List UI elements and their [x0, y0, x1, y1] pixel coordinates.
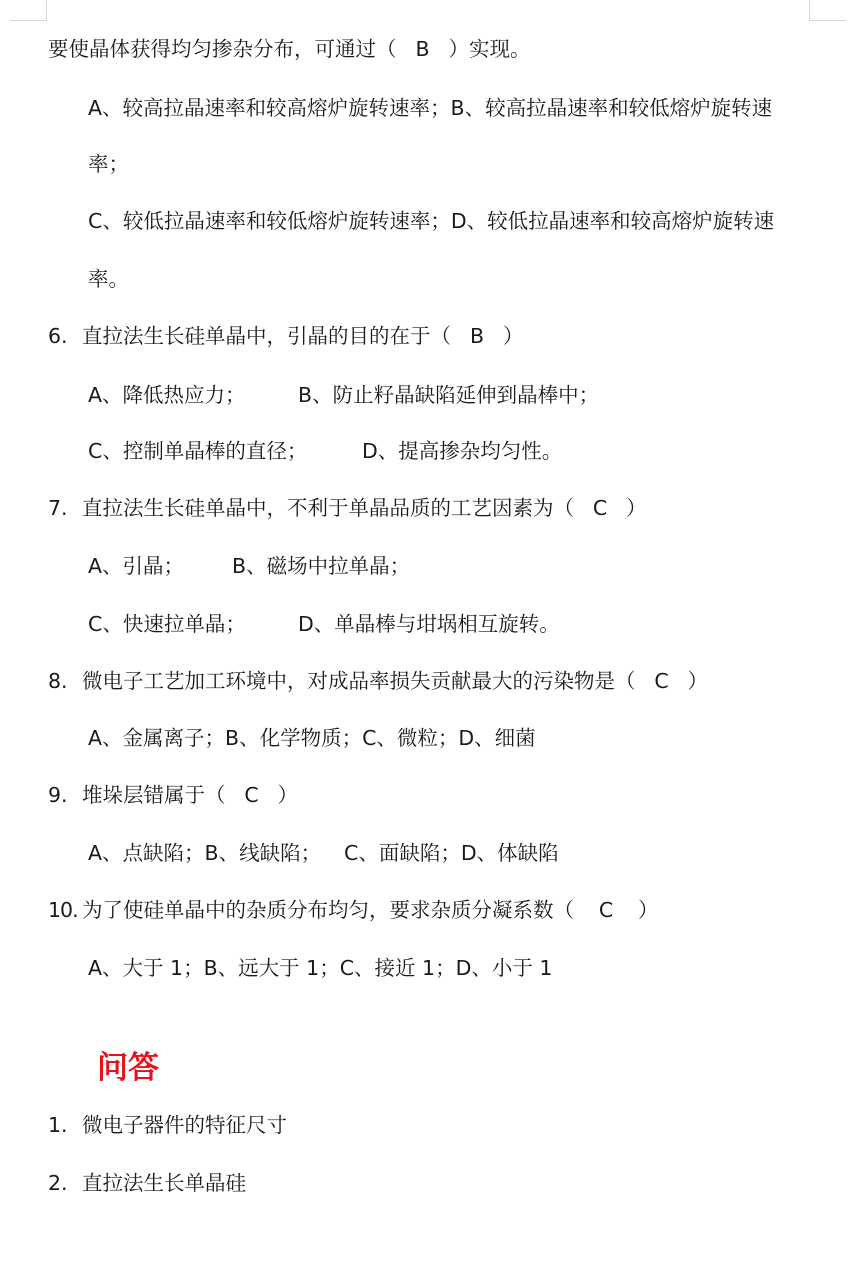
question-6-options-ab [88, 380, 599, 410]
question-stem [48, 34, 531, 64]
option-ab: A、点缺陷；B、线缺陷； [88, 841, 322, 865]
question-number: 10. [48, 898, 78, 922]
question-7-stem [48, 493, 647, 523]
question-8-options: A、金属离子；B、化学物质；C、微粒；D、细菌 [88, 726, 536, 750]
question-6-options-cd [88, 436, 562, 466]
question-stem-text: 为了使硅单晶中的杂质分布均匀，要求杂质分凝系数（ [82, 898, 574, 922]
question-stem-text: 堆垛层错属于（ [82, 783, 226, 807]
question-10-options: A、大于 1；B、远大于 1；C、接近 1；D、小于 1 [88, 956, 553, 980]
question-stem-tail: ）实现。 [448, 37, 531, 61]
question-stem-tail: ） [277, 783, 298, 807]
option-c: C、快速拉单晶； [88, 612, 246, 636]
question-number: 9. [48, 783, 68, 807]
question-stem-tail: ） [626, 496, 647, 520]
option-d: D、提高掺杂均匀性。 [362, 439, 563, 463]
question-stem-text: 直拉法生长硅单晶中，引晶的目的在于（ [82, 324, 451, 348]
qa-item-number: 2. [48, 1171, 68, 1195]
option-line-wrap: 率； [88, 152, 129, 176]
qa-item [48, 1110, 287, 1140]
option-b: B、磁场中拉单晶； [232, 554, 411, 578]
option-c: C、控制单晶棒的直径； [88, 439, 308, 463]
question-stem-text: 要使晶体获得均匀掺杂分布，可通过（ [48, 37, 397, 61]
option-b: B、防止籽晶缺陷延伸到晶棒中； [298, 383, 600, 407]
option-cd: C、面缺陷；D、体缺陷 [344, 841, 559, 865]
question-number: 8. [48, 669, 68, 693]
qa-item [48, 1168, 246, 1198]
answer-letter: C [244, 783, 259, 807]
question-8-stem [48, 666, 708, 696]
option-line: A、较高拉晶速率和较高熔炉旋转速率；B、较高拉晶速率和较低熔炉旋转速 [88, 96, 773, 120]
option-line: C、较低拉晶速率和较低熔炉旋转速率；D、较低拉晶速率和较高熔炉旋转速 [88, 209, 775, 233]
section-title-qa: 问答 [97, 1050, 159, 1086]
option-line-wrap: 率。 [88, 267, 129, 291]
page-corner-mark-left [10, 0, 47, 21]
question-stem-tail: ） [503, 324, 524, 348]
question-number: 7. [48, 496, 68, 520]
question-10-stem [48, 895, 659, 925]
qa-item-number: 1. [48, 1113, 68, 1137]
answer-letter: C [654, 669, 669, 693]
page-corner-mark-right [809, 0, 846, 21]
answer-letter: B [469, 324, 485, 348]
question-6-stem [48, 321, 524, 351]
answer-letter: C [592, 496, 608, 520]
question-9-options [88, 838, 559, 868]
question-7-options-cd [88, 609, 560, 639]
question-stem-text: 直拉法生长硅单晶中，不利于单晶品质的工艺因素为（ [82, 496, 574, 520]
answer-letter: B [415, 37, 430, 61]
question-number: 6. [48, 324, 68, 348]
answer-letter: C [598, 898, 614, 922]
question-7-options-ab [88, 551, 410, 581]
option-a: A、降低热应力； [88, 383, 246, 407]
question-stem-tail: ） [687, 669, 708, 693]
question-stem-tail: ） [638, 898, 659, 922]
qa-item-text: 直拉法生长单晶硅 [82, 1171, 246, 1195]
question-stem-text: 微电子工艺加工环境中，对成品率损失贡献最大的污染物是（ [82, 669, 636, 693]
option-a: A、引晶； [88, 554, 185, 578]
question-9-stem [48, 780, 298, 810]
option-d: D、单晶棒与坩埚相互旋转。 [298, 612, 560, 636]
qa-item-text: 微电子器件的特征尺寸 [82, 1113, 287, 1137]
